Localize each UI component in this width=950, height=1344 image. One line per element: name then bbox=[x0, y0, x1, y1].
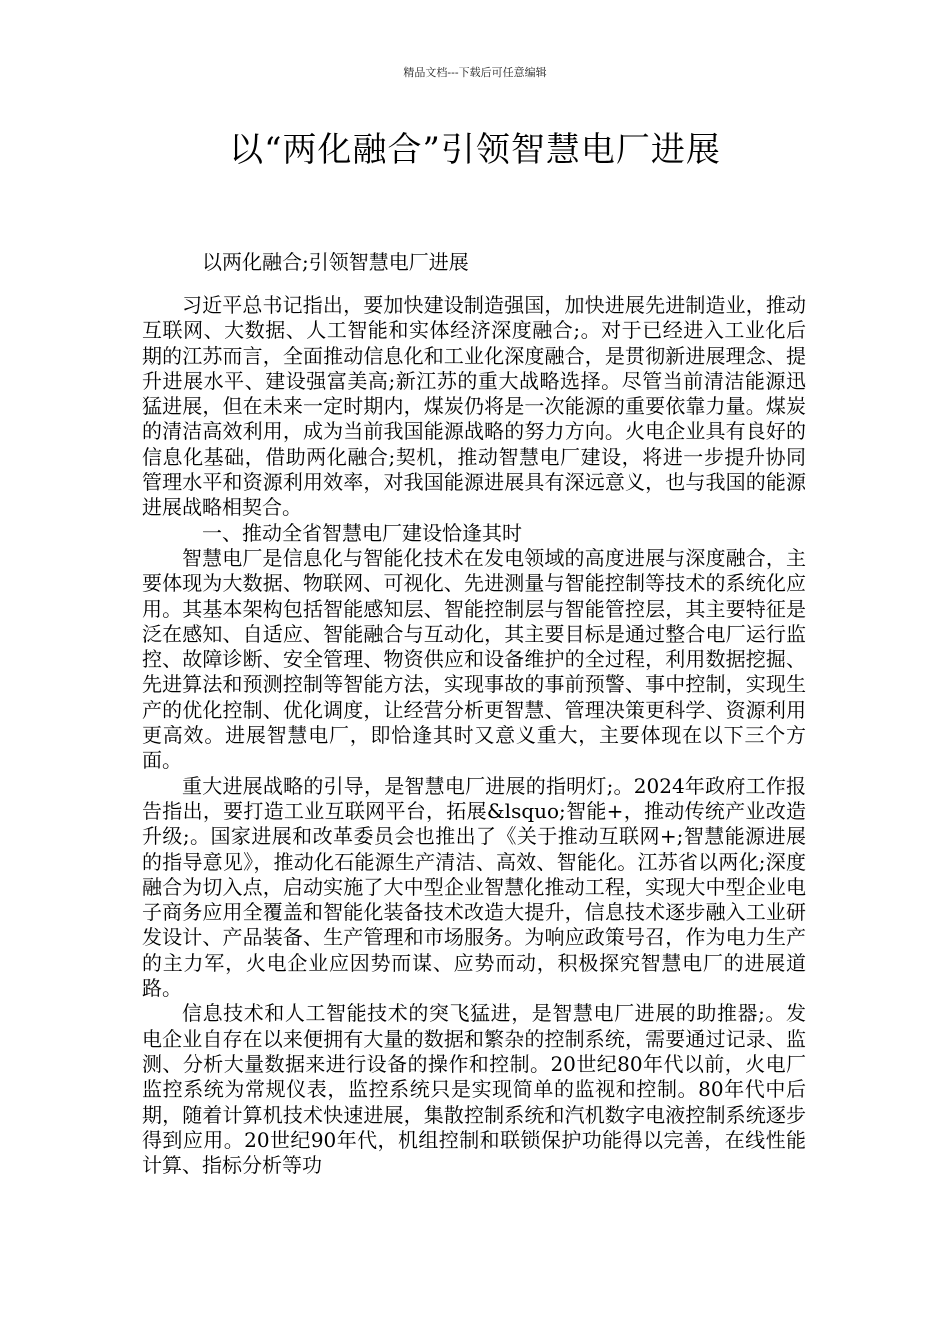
paragraph: 智慧电厂是信息化与智能化技术在发电领域的高度进展与深度融合，主要体现为大数据、物联网、可视化、先进测量与智能控制等技术的系统化应用。其基本架构包括智能感知层、智能控制层与智能管控层，其主要特征是泛在感知、自适应、智能融合与互动化，其主要目标是通过整合电厂运行监控、故障诊断、安全管理、物资供应和设备维护的全过程，利用数据挖掘、先进算法和预测控制等智能方法，实现事故的事前预警、事中控制，实现生产的优化控制、优化调度，让经营分析更智慧、管理决策更科学、资源利用更高效。进展智慧电厂，即恰逢其时又意义重大，主要体现在以下三个方面。 bbox=[142, 545, 806, 773]
document-subtitle: 以两化融合;引领智慧电厂进展 bbox=[202, 250, 469, 274]
page-header: 精品文档---下载后可任意编辑 bbox=[403, 66, 547, 79]
document-title: 以“两化融合”引领智慧电厂进展 bbox=[229, 130, 721, 170]
paragraph: 重大进展战略的引导，是智慧电厂进展的指明灯;。2024年政府工作报告指出，要打造工业互联网平台，拓展&lsquo;智能+，推动传统产业改造升级;。国家进展和改革委员会也推出了《关于推动互联网+;智慧能源进展的指导意见》，推动化石能源生产清洁、高效、智能化。江苏省以两化;深度融合为切入点，启动实施了大中型企业智慧化推动工程，实现大中型企业电子商务应用全覆盖和智能化装备技术改造大提升，信息技术逐步融入工业研发设计、产品装备、生产管理和市场服务。为响应政策号召，作为电力生产的主力军，火电企业应因势而谋、应势而动，积极探究智慧电厂的进展道路。 bbox=[142, 773, 806, 1001]
body-text bbox=[142, 293, 806, 1178]
section-heading: 一、推动全省智慧电厂建设恰逢其时 bbox=[202, 520, 522, 545]
paragraph: 信息技术和人工智能技术的突飞猛进，是智慧电厂进展的助推器;。发电企业自存在以来便拥有大量的数据和繁杂的控制系统，需要通过记录、监测、分析大量数据来进行设备的操作和控制。20世纪80年代以前，火电厂监控系统为常规仪表，监控系统只是实现简单的监视和控制。80年代中后期，随着计算机技术快速进展，集散控制系统和汽机数字电液控制系统逐步得到应用。20世纪90年代，机组控制和联锁保护功能得以完善，在线性能计算、指标分析等功 bbox=[142, 1001, 806, 1178]
paragraph: 习近平总书记指出，要加快建设制造强国，加快进展先进制造业，推动互联网、大数据、人工智能和实体经济深度融合;。对于已经进入工业化后期的江苏而言，全面推动信息化和工业化深度融合，是贯彻新进展理念、提升进展水平、建设强富美高;新江苏的重大战略选择。尽管当前清洁能源迅猛进展，但在未来一定时期内，煤炭仍将是一次能源的重要依靠力量。煤炭的清洁高效利用，成为当前我国能源战略的努力方向。火电企业具有良好的信息化基础，借助两化融合;契机，推动智慧电厂建设，将进一步提升协同管理水平和资源利用效率，对我国能源进展具有深远意义，也与我国的能源进展战略相契合。 bbox=[142, 293, 806, 520]
